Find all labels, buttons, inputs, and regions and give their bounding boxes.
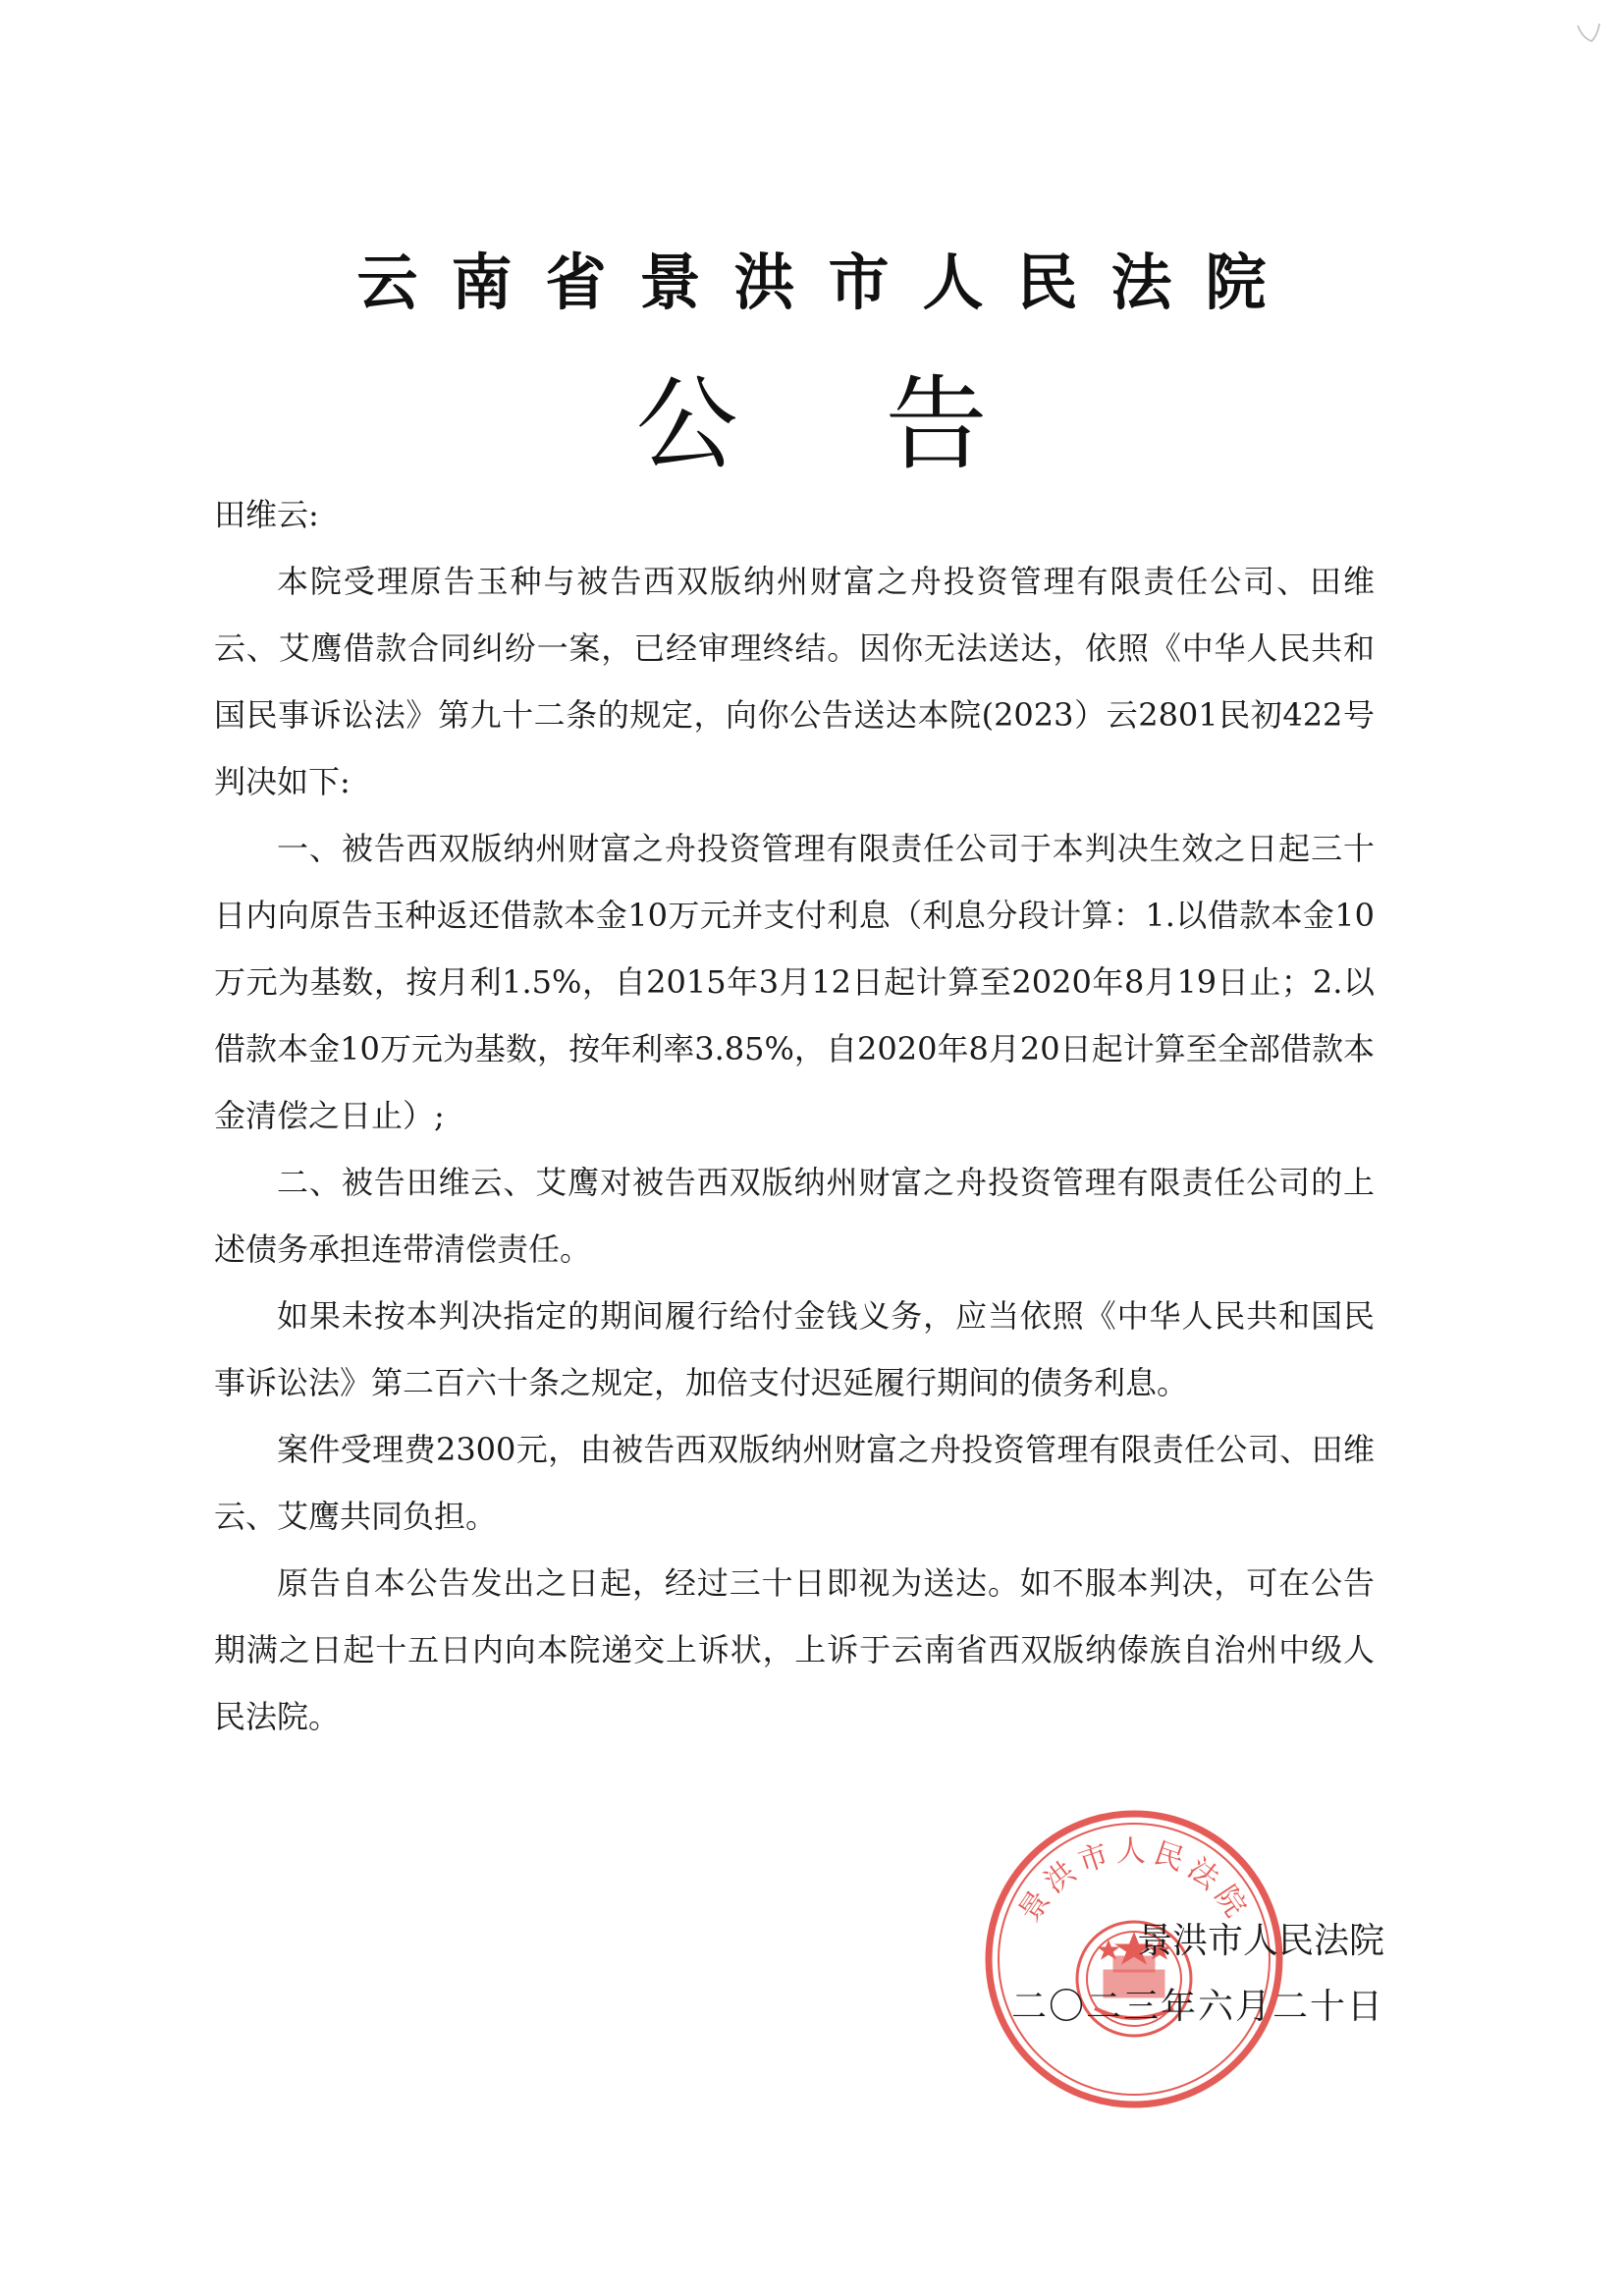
paragraph-judgment-item-2: 二、被告田维云、艾鹰对被告西双版纳州财富之舟投资管理有限责任公司的上述债务承担连带清偿责任。 xyxy=(214,1164,1375,1268)
signature-court: 景洪市人民法院 xyxy=(1136,1921,1384,1961)
paragraph-judgment-item-1: 一、被告西双版纳州财富之舟投资管理有限责任公司于本判决生效之日起三十日内向原告玉种返还借款本金10万元并支付利息（利息分段计算：1.以借款本金10万元为基数，按月利1.5%，自2015年3月12日起计算至2020年8月19日止；2.以借款本金10万元为基数，按年利率3.85%，自2020年8月20日起计算至全部借款本金清偿之日止）; xyxy=(214,830,1375,1134)
corner-mark xyxy=(1574,18,1603,47)
paragraph-service-appeal: 原告自本公告发出之日起，经过三十日即视为送达。如不服本判决，可在公告期满之日起十五日内向本院递交上诉状，上诉于云南省西双版纳傣族自治州中级人民法院。 xyxy=(214,1564,1375,1735)
paragraph-intro: 本院受理原告玉种与被告西双版纳州财富之舟投资管理有限责任公司、田维云、艾鹰借款合同纠纷一案，已经审理终结。因你无法送达，依照《中华人民共和国民事诉讼法》第九十二条的规定，向你公告送达本院(2023）云2801民初422号判决如下: xyxy=(214,563,1375,800)
notice-body xyxy=(214,481,1375,1750)
seal-text: 景洪市人民法院 xyxy=(1012,1833,1256,1929)
court-name-heading: 云南省景洪市人民法院 xyxy=(356,246,1300,318)
addressee: 田维云: xyxy=(214,496,319,533)
signature-date: 二〇二三年六月二十日 xyxy=(1010,1987,1384,2027)
paragraph-court-fee: 案件受理费2300元，由被告西双版纳州财富之舟投资管理有限责任公司、田维云、艾鹰共同负担。 xyxy=(214,1431,1375,1535)
paragraph-late-interest: 如果未按本判决指定的期间履行给付金钱义务，应当依照《中华人民共和国民事诉讼法》第二百六十条之规定，加倍支付迟延履行期间的债务利息。 xyxy=(214,1297,1375,1401)
document-title: 公告 xyxy=(635,364,1135,484)
